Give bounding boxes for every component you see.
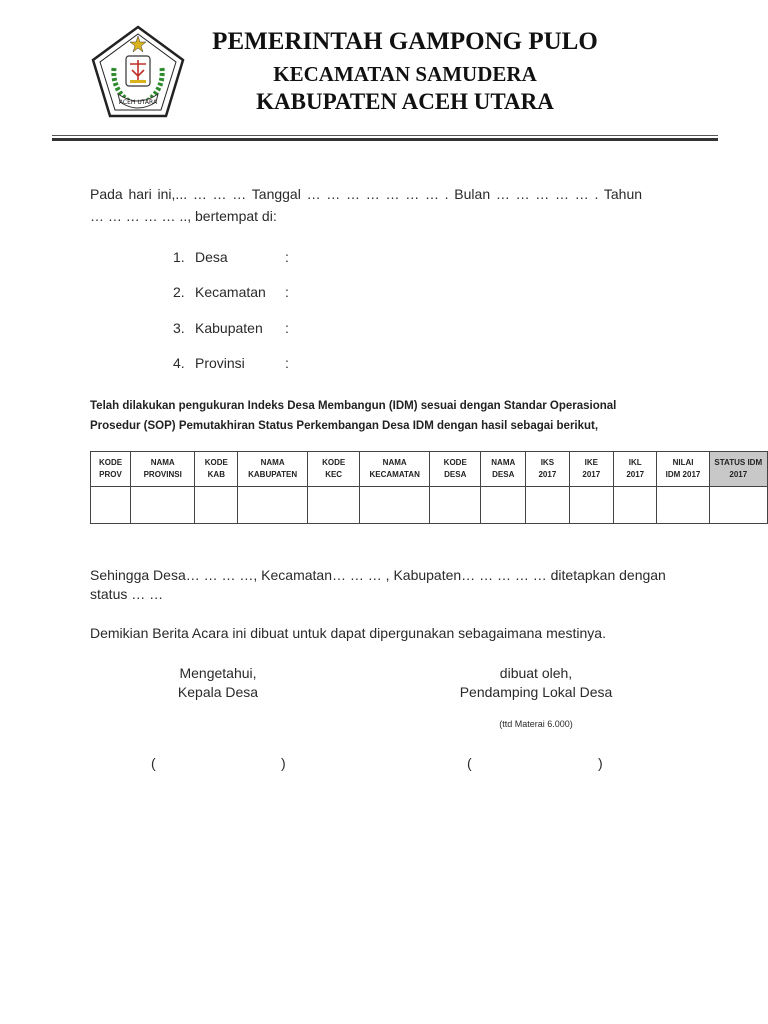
header-nama-kabupaten: NAMA KABUPATEN (238, 452, 308, 487)
table-cell (195, 487, 238, 524)
header-ikl: IKL 2017 (614, 452, 657, 487)
header-status-idm: STATUS IDM 2017 (709, 452, 767, 487)
signature-left-paren-close: ) (281, 755, 286, 771)
svg-text:ACEH UTARA: ACEH UTARA (118, 99, 158, 106)
idm-results-table (90, 451, 768, 524)
table-header-row (91, 452, 768, 487)
table-cell (430, 487, 481, 524)
idm-statement: Telah dilakukan pengukuran Indeks Desa Membangun (IDM) sesuai dengan Standar Operasional Prosedur (SOP) Pemutakhiran Status Perkembangan Desa IDM dengan hasil sebagai berikut, (90, 400, 617, 432)
header-kode-kab: KODE KAB (195, 452, 238, 487)
table-cell (569, 487, 613, 524)
letterhead-regency: KABUPATEN ACEH UTARA (256, 89, 554, 114)
header-kode-kec: KODE KEC (308, 452, 360, 487)
closing-statement: Demikian Berita Acara ini dibuat untuk dapat dipergunakan sebagaimana mestinya. (90, 625, 606, 641)
table-cell (657, 487, 709, 524)
table-cell (308, 487, 360, 524)
header-nama-desa: NAMA DESA (481, 452, 526, 487)
table-cell (238, 487, 308, 524)
signature-right-paren-close: ) (598, 755, 603, 771)
table-cell (360, 487, 430, 524)
signature-right-title: dibuat oleh, (499, 665, 573, 681)
letterhead-district: KECAMATAN SAMUDERA (273, 62, 537, 86)
table-cell (91, 487, 131, 524)
header-iks: IKS 2017 (526, 452, 569, 487)
header-nilai-idm: NILAI IDM 2017 (657, 452, 709, 487)
signature-left-paren-open: ( (151, 755, 156, 771)
header-kode-prov: KODE PROV (91, 452, 131, 487)
conclusion-paragraph: Sehingga Desa… … … …, Kecamatan… … … , Kabupaten… … … … … ditetapkan dengan status … … (90, 567, 666, 602)
stamp-duty-note: (ttd Materai 6.000) (499, 719, 573, 729)
table-cell (614, 487, 657, 524)
signature-right-paren-open: ( (467, 755, 472, 771)
table-cell (131, 487, 195, 524)
header-ike: IKE 2017 (569, 452, 613, 487)
table-cell (526, 487, 569, 524)
header-nama-provinsi: NAMA PROVINSI (131, 452, 195, 487)
letterhead-government: PEMERINTAH GAMPONG PULO (212, 28, 598, 55)
header-nama-kecamatan: NAMA KECAMATAN (360, 452, 430, 487)
table-cell (709, 487, 767, 524)
table-row (91, 487, 768, 524)
signature-right-role: Pendamping Lokal Desa (459, 684, 613, 700)
table-cell (481, 487, 526, 524)
opening-line-1: Pada hari ini,... … … … Tanggal … … … … … … … . Bulan … … … … … . Tahun (90, 186, 643, 202)
letterhead-divider-thick (52, 138, 718, 141)
signature-left-role: Kepala Desa (177, 684, 259, 700)
letterhead-divider-thin (52, 135, 718, 136)
signature-left-title: Mengetahui, (179, 665, 257, 681)
header-kode-desa: KODE DESA (430, 452, 481, 487)
opening-line-2: … … … … … .., bertempat di: (90, 208, 277, 224)
